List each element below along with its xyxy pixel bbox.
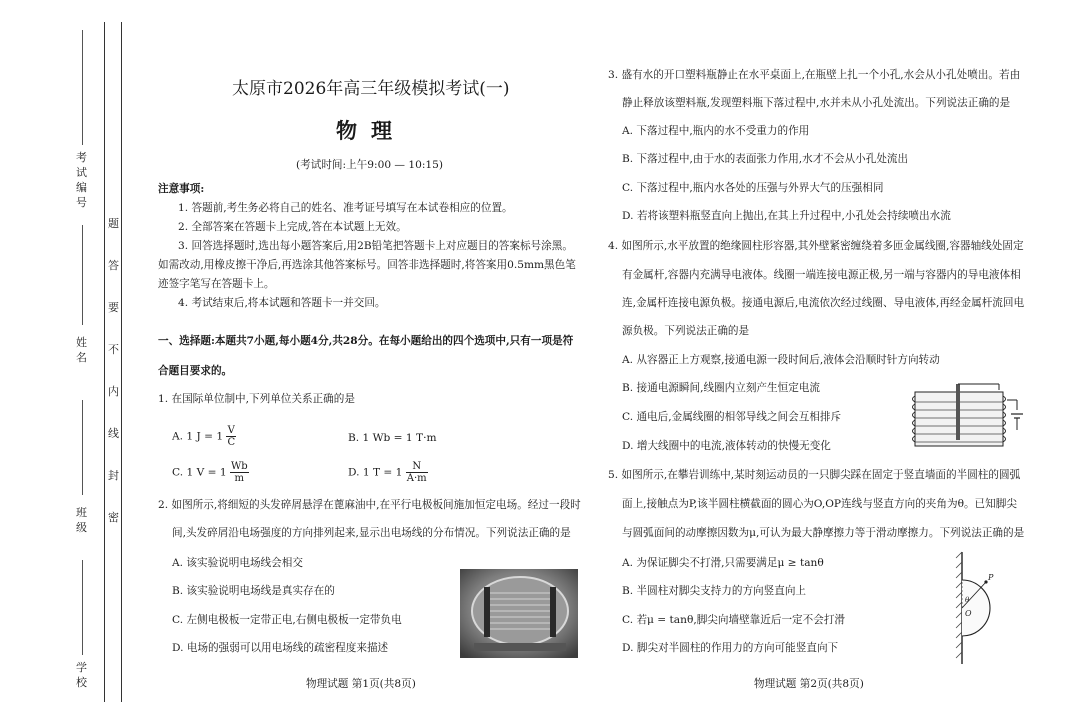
seal-char-5: 不: [108, 343, 119, 356]
section-heading: 一、选择题:本题共7小题,每小题4分,共28分。在每小题给出的四个选项中,只有一项是符: [158, 335, 574, 347]
q2-photo: [460, 569, 578, 658]
q3-option-c: C. 下落过程中,瓶内水各处的压强与外界大气的压强相同: [622, 182, 884, 194]
q2-stem-line2: 间,头发碎屑沿电场强度的方向排列起来,显示出电场线的分布情况。下列说法正确的是: [172, 527, 571, 539]
seal-char-3: 线: [108, 427, 119, 440]
seal-char-2: 封: [108, 469, 119, 482]
school-line: [82, 560, 83, 655]
seal-char-8: 题: [108, 217, 119, 230]
q4-stem-line1: 4. 如图所示,水平放置的绝缘圆柱形容器,其外壁紧密缠绕着多匝金属线圈,容器轴线处固定: [608, 240, 1024, 252]
subject-title: 物理: [336, 118, 406, 143]
name-label: 姓名: [76, 336, 87, 364]
exam-number-label: 考试编号: [76, 151, 87, 209]
q1-option-a: A. 1 J = 1 $\frac{V}{C}$: [172, 425, 236, 448]
q1-option-b: B. 1 Wb = 1 T·m: [348, 432, 437, 444]
notes-heading: 注意事项:: [158, 183, 205, 195]
q1-option-d: D. 1 T = 1 $\frac{N}{A\cdot m}$: [348, 461, 427, 484]
q4-stem-line4: 源负极。下列说法正确的是: [622, 325, 750, 337]
q3-option-b: B. 下落过程中,由于水的表面张力作用,水才不会从小孔处流出: [622, 153, 909, 165]
class-line: [82, 400, 83, 495]
q2-option-c: C. 左侧电极板一定带正电,右侧电极板一定带负电: [172, 614, 402, 626]
q5-option-a: A. 为保证脚尖不打滑,只需要满足μ ≥ tanθ: [622, 557, 824, 569]
q5-option-b: B. 半圆柱对脚尖支持力的方向竖直向上: [622, 585, 807, 597]
note-3-cont: 如需改动,用橡皮擦干净后,再选涂其他答案标号。回答非选择题时,将答案用0.5mm黑色笔: [158, 259, 576, 271]
q2-option-d: D. 电场的强弱可以用电场线的疏密程度来描述: [172, 642, 389, 654]
coil-container-diagram: [905, 380, 1030, 452]
seal-char-6: 要: [108, 301, 119, 314]
seal-char-7: 答: [108, 259, 119, 272]
seal-char-4: 内: [108, 385, 119, 398]
exam-title: 太原市2026年高三年级模拟考试(一): [232, 79, 510, 99]
q3-option-d: D. 若将该塑料瓶竖直向上抛出,在其上升过程中,小孔处会持续喷出水流: [622, 210, 951, 222]
left-page-footer: 物理试题 第1页(共8页): [306, 678, 416, 690]
q1-option-c: C. 1 V = 1 $\frac{Wb}{m}$: [172, 461, 248, 484]
note-3: 3. 回答选择题时,选出每小题答案后,用2B铅笔把答题卡上对应题目的答案标号涂黑。: [178, 240, 573, 252]
q5-figure: [952, 548, 1024, 666]
q5-stem-line3: 与圆弧面间的动摩擦因数为μ,可认为最大静摩擦力等于滑动摩擦力。下列说法正确的是: [622, 527, 1025, 539]
q3-stem-line2: 静止释放该塑料瓶,发现塑料瓶下落过程中,水并未从小孔处流出。下列说法正确的是: [622, 97, 1011, 109]
right-page-footer: 物理试题 第2页(共8页): [754, 678, 864, 690]
climbing-semicylinder-diagram: [952, 548, 1024, 666]
q3-stem-line1: 3. 盛有水的开口塑料瓶静止在水平桌面上,在瓶壁上扎一个小孔,水会从小孔处喷出。若由: [608, 69, 1021, 81]
exam-time: (考试时间:上午9:00 — 10:15): [296, 159, 444, 171]
q3-option-a: A. 下落过程中,瓶内的水不受重力的作用: [622, 125, 810, 137]
q4-figure: [905, 380, 1030, 452]
q4-option-a: A. 从容器正上方观察,接通电源一段时间后,液体会沿顺时针方向转动: [622, 354, 940, 366]
q4-stem-line2: 有金属杆,容器内充满导电液体。线圈一端连接电源正极,另一端与容器内的导电液体相: [622, 269, 1021, 281]
note-1: 1. 答题前,考生务必将自己的姓名、准考证号填写在本试卷相应的位置。: [178, 202, 513, 214]
binding-line-inner: [121, 22, 122, 702]
q2-option-b: B. 该实验说明电场线是真实存在的: [172, 585, 335, 597]
q4-stem-line3: 连,金属杆连接电源负极。接通电源后,电流依次经过线圈、导电液体,再经金属杆流回电: [622, 297, 1025, 309]
q5-stem-line1: 5. 如图所示,在攀岩训练中,某时刻运动员的一只脚尖踩在固定于竖直墙面的半圆柱的圆弧: [608, 469, 1021, 481]
q4-option-c: C. 通电后,金属线圈的相邻导线之间会互相排斥: [622, 411, 842, 423]
q5-option-c: C. 若μ = tanθ,脚尖向墙壁靠近后一定不会打滑: [622, 614, 846, 626]
q2-stem-line1: 2. 如图所示,将细短的头发碎屑悬浮在蓖麻油中,在平行电极板间施加恒定电场。经过一段时: [158, 499, 581, 511]
note-3-cont2: 迹签字笔写在答题卡上。: [158, 278, 275, 290]
name-line: [82, 225, 83, 325]
class-label: 班级: [76, 506, 87, 534]
note-4: 4. 考试结束后,将本试题和答题卡一并交回。: [178, 297, 386, 309]
angle-theta-label: θ: [965, 596, 970, 604]
section-heading-cont: 合题目要求的。: [158, 365, 233, 377]
point-p-label: P: [988, 573, 994, 582]
seal-char-1: 密: [108, 511, 119, 524]
q5-stem-line2: 面上,接触点为P,该半圆柱横截面的圆心为O,OP连线与竖直方向的夹角为θ。已知脚尖: [622, 498, 1017, 510]
q1-stem: 1. 在国际单位制中,下列单位关系正确的是: [158, 393, 355, 405]
q2-option-a: A. 该实验说明电场线会相交: [172, 557, 303, 569]
school-label: 学校: [76, 661, 87, 689]
hair-in-oil-photo: [460, 569, 578, 658]
exam-number-line: [82, 30, 83, 145]
binding-line-outer: [104, 22, 105, 702]
q4-option-d: D. 增大线圈中的电流,液体转动的快慢无变化: [622, 440, 831, 452]
q5-option-d: D. 脚尖对半圆柱的作用力的方向可能竖直向下: [622, 642, 839, 654]
note-2: 2. 全部答案在答题卡上完成,答在本试题上无效。: [178, 221, 407, 233]
q4-option-b: B. 接通电源瞬间,线圈内立刻产生恒定电流: [622, 382, 820, 394]
center-o-label: O: [965, 609, 972, 618]
